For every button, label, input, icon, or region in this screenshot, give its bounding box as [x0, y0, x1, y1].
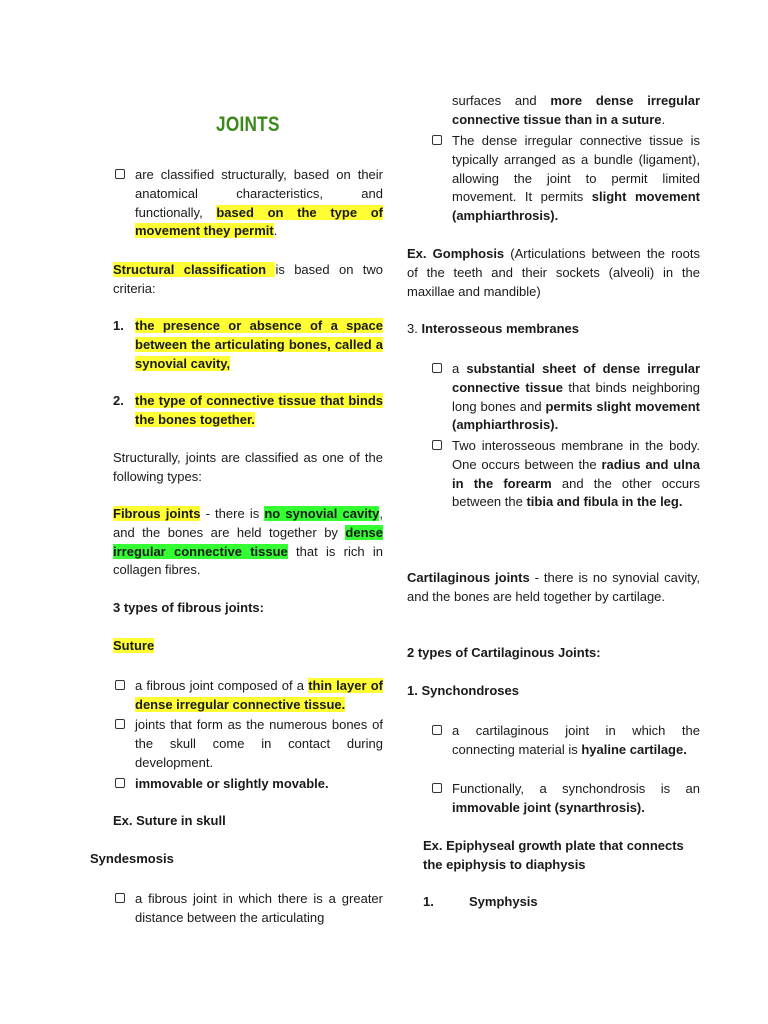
synchondroses-bullet-1 — [452, 722, 700, 760]
structural-text: is based on two criteria: — [113, 262, 383, 296]
syndesmosis-continuation — [452, 92, 700, 130]
intro-highlight: based on the type of movement they permit — [135, 204, 383, 239]
inter-b2-bold-2: tibia and fibula in the leg. — [526, 494, 683, 510]
criteria-text-1: the presence or absence of a space between the articulating bones, called a synovial cavity, — [135, 318, 383, 371]
checkbox-icon[interactable] — [115, 169, 125, 179]
cartilaginous-label: Cartilaginous joints — [407, 570, 530, 585]
suture-bullet-1 — [135, 677, 383, 715]
fibrous-joints-label: Fibrous joints — [113, 506, 201, 521]
cartilaginous-types-heading: 2 types of Cartilaginous Joints: — [407, 645, 601, 660]
fibrous-text-3: that is rich in collagen fibres. — [113, 543, 384, 578]
checkbox-icon[interactable] — [432, 363, 442, 373]
fibrous-text-1: - there is — [200, 506, 265, 521]
checkbox-icon[interactable] — [115, 719, 125, 729]
suture-heading — [113, 637, 154, 656]
suture-bullet-3: immovable or slightly movable. — [135, 776, 329, 791]
criteria-number-1: 1. — [113, 318, 124, 333]
cartilaginous-paragraph — [407, 569, 700, 607]
continuation-period: . — [661, 111, 666, 127]
gomphosis-label: Ex. Gomphosis — [407, 246, 505, 261]
checkbox-icon[interactable] — [115, 778, 125, 788]
continuation-text: surfaces and — [452, 93, 551, 108]
sync-b2-text: Functionally, a synchondrosis is an — [452, 781, 700, 796]
checkbox-icon[interactable] — [432, 440, 442, 450]
syndesmosis-bullet: a fibrous joint in which there is a greater distance between the articulating — [135, 891, 383, 925]
no-synovial-highlight: no synovial cavity — [264, 506, 380, 521]
intro-text: are classified structurally, based on their anatomical characteristics, and functionally, — [135, 167, 383, 220]
dense-tissue-highlight: dense irregular connective tissue — [113, 524, 383, 559]
criteria-item-2 — [135, 392, 383, 430]
checkbox-icon[interactable] — [432, 135, 442, 145]
symphysis-heading: Symphysis — [469, 894, 538, 909]
criteria-item-1 — [135, 317, 383, 373]
criteria-text-2: the type of connective tissue that binds the bones together. — [135, 393, 383, 427]
cartilaginous-text: - there is no synovial cavity, and the bones are held together by cartilage. — [407, 570, 701, 604]
intro-paragraph — [135, 166, 383, 241]
interosseous-label: Interosseous membranes — [421, 321, 579, 336]
structural-classification-paragraph — [113, 261, 383, 299]
intro-period: . — [273, 223, 278, 239]
sync-b1-text: a cartilaginous joint in which the connecting material is — [452, 723, 700, 757]
interosseous-bullet-2 — [452, 437, 700, 512]
continuation-bold: more dense irregular connective tissue than in a suture — [452, 93, 700, 127]
ligament-text: The dense irregular connective tissue is typically arranged as a bundle (ligament), allowing the joint to permit limited movement. It permits — [452, 133, 700, 205]
page-title: JOINTS — [216, 113, 280, 136]
synchondroses-heading: 1. Synchondroses — [407, 683, 519, 698]
hyaline-bold: hyaline cartilage. — [581, 741, 687, 757]
suture-bullet-1-text: a fibrous joint composed of a — [135, 678, 309, 693]
interosseous-bullet-1 — [452, 360, 700, 435]
synchondroses-bullet-2 — [452, 780, 700, 818]
fibrous-text-2: , and the bones are held together by — [113, 506, 383, 540]
criteria-number-2: 2. — [113, 393, 124, 408]
gomphosis-paragraph — [407, 245, 700, 301]
fibrous-joints-paragraph — [113, 505, 383, 580]
inter-b1-text-2: that binds neighboring long bones and — [452, 379, 700, 414]
syndesmosis-bullet-2 — [452, 132, 700, 226]
gomphosis-text: (Articulations between the roots of the teeth and their sockets (alveoli) in the maxillae and mandible) — [407, 246, 700, 299]
epiphyseal-example: Ex. Epiphyseal growth plate that connects the epiphysis to diaphysis — [423, 838, 684, 872]
inter-b1-text-1: a — [452, 361, 467, 376]
syndesmosis-heading: Syndesmosis — [90, 851, 174, 866]
suture-bullet-2: joints that form as the numerous bones of the skull come in contact during development. — [135, 717, 383, 770]
fibrous-types-heading: 3 types of fibrous joints: — [113, 600, 264, 615]
inter-b2-text-1: Two interosseous membrane in the body. One occurs between the — [452, 438, 700, 472]
checkbox-icon[interactable] — [432, 783, 442, 793]
checkbox-icon[interactable] — [115, 680, 125, 690]
thin-layer-highlight: thin layer of dense irregular connective tissue. — [135, 678, 383, 712]
immovable-bold: immovable joint (synarthrosis). — [452, 799, 645, 815]
suture-example: Ex. Suture in skull — [113, 813, 226, 828]
types-intro-paragraph: Structurally, joints are classified as one of the following types: — [113, 450, 383, 484]
checkbox-icon[interactable] — [115, 893, 125, 903]
interosseous-number: 3. — [407, 321, 422, 336]
structural-highlight: Structural classification — [113, 262, 276, 277]
suture-label: Suture — [113, 638, 155, 653]
checkbox-icon[interactable] — [432, 725, 442, 735]
inter-b1-bold-2: permits slight movement (amphiarthrosis). — [452, 398, 700, 433]
slight-movement-bold: slight movement (amphiarthrosis). — [452, 189, 701, 224]
interosseous-heading — [407, 320, 579, 339]
inter-b1-bold-1: substantial sheet of dense irregular connective tissue — [452, 361, 701, 395]
inter-b2-bold-1: radius and ulna in the forearm — [452, 456, 701, 491]
symphysis-number: 1. — [423, 894, 434, 909]
inter-b2-text-2: and the other occurs between the — [452, 475, 700, 510]
